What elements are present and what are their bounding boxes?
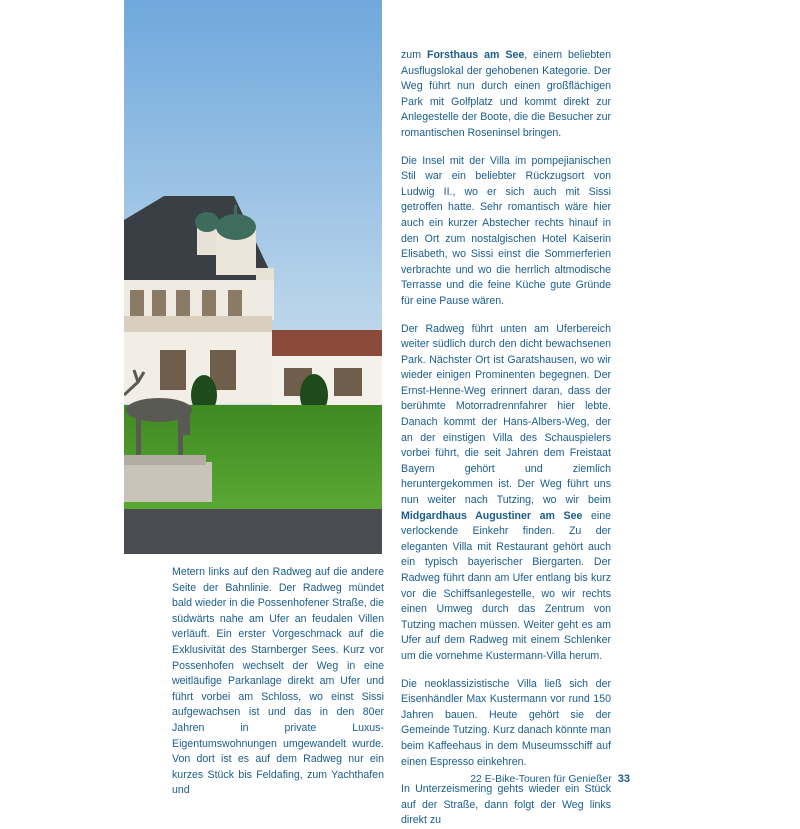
right-paragraph-1: [401, 48, 611, 142]
paragraph-text: eine verlockende Einkehr finden. Zu der eleganten Villa mit Restaurant gehört auch ein typisch bayerischer Biergarten. Der Radweg führt dann am Ufer entlang bis kurz vor die Schiffsanlegestelle, wo wir rechts einen Umweg durch das Zentrum von Tutzing machen müssen. Weiter geht es am Ufer auf dem Radweg mit einem Schlenker um die vornehme Kustermann-Villa herum.: [401, 509, 611, 662]
right-paragraph-5: In Unterzeismering gehts wieder ein Stück auf der Straße, dann folgt der Weg links direkt zu: [401, 783, 611, 827]
right-paragraph-3: [401, 322, 611, 665]
right-paragraph-4: Die neoklassizistische Villa ließ sich der Eisenhändler Max Kustermann vor rund 150 Jahren bauen. Heute gehört sie der Gemeinde Tutzing. Kurz danach könnte man beim Kaffeehaus in dem Museumsschiff auf einen Espresso einkehren.: [401, 677, 611, 768]
right-paragraph-2: Die Insel mit der Villa im pompejianischen Stil war ein beliebter Rückzugsort von Ludwig II., wo er sich auch mit Sissi getroffen hatte. Sehr romantisch wäre hier auch ein kurzer Abstecher rechts hinauf in den Ort zum nostalgischen Hotel Kaiserin Elisabeth, wo Sissi einst die Sommerferien verbrachte und wo die herrlich altmodische Terrasse und die feine Küche gute Gründe für eine Pause wären.: [401, 154, 611, 307]
paragraph-text: , einem beliebten Ausflugslokal der gehobenen Kategorie. Der Weg führt nun durch einen großflächigen Park mit Golfplatz und kommt direkt zur Anlegestelle der Boote, die die Besucher zur romantischen Roseninsel bringen.: [401, 49, 611, 139]
paragraph-text: Der Radweg führt unten am Uferbereich weiter südlich durch den dicht bewachsenen Park. Nächster Ort ist Garatshausen, wo wir wieder einigen Prominenten begegnen. Der Ernst-Henne-Weg erinnert daran, dass der berühmte Motorradrennfahrer hier lebte. Danach kommt der Hans-Albers-Weg, der an der einstigen Villa des Schauspielers vorbei führt, die seit Jahren dem Freistaat Bayern gehört und ziemlich heruntergekommen ist. Der Weg führt uns nun weiter nach Tutzing, wo wir beim: [401, 322, 611, 507]
left-paragraph-1: Metern links auf den Radweg auf die andere Seite der Bahnlinie. Der Radweg mündet bald wieder in die Possenhofener Straße, die südwärts nahe am Ufer an feudalen Villen verläuft. Ein erster Vorgeschmack auf die Exklusivität des Starnberger Sees. Kurz vor Possenhofen wechselt der Weg in eine weitläufige Parkanlage direkt am Ufer und führt vorbei am Schloss, wo einst Sissi aufgewachsen ist und das in den 80er Jahren in private Luxus-Eigentumswohnungen umgewandelt wurde. Von dort ist es auf dem Radweg nur ein kurzes Stück bis Feldafing, zum Yachthafen und: [172, 566, 384, 797]
left-text-column: [172, 565, 384, 799]
castle-photo: [124, 0, 382, 554]
book-title: 22 E-Bike-Touren für Genießer: [470, 774, 612, 785]
paragraph-text: zum: [401, 49, 427, 61]
page-footer: [440, 773, 630, 785]
midgardhaus-name: Midgardhaus Augustiner am See: [401, 509, 583, 522]
page-number: 33: [617, 773, 630, 785]
right-text-column: [401, 48, 611, 829]
forsthaus-am-see-name: Forsthaus am See: [426, 49, 525, 61]
